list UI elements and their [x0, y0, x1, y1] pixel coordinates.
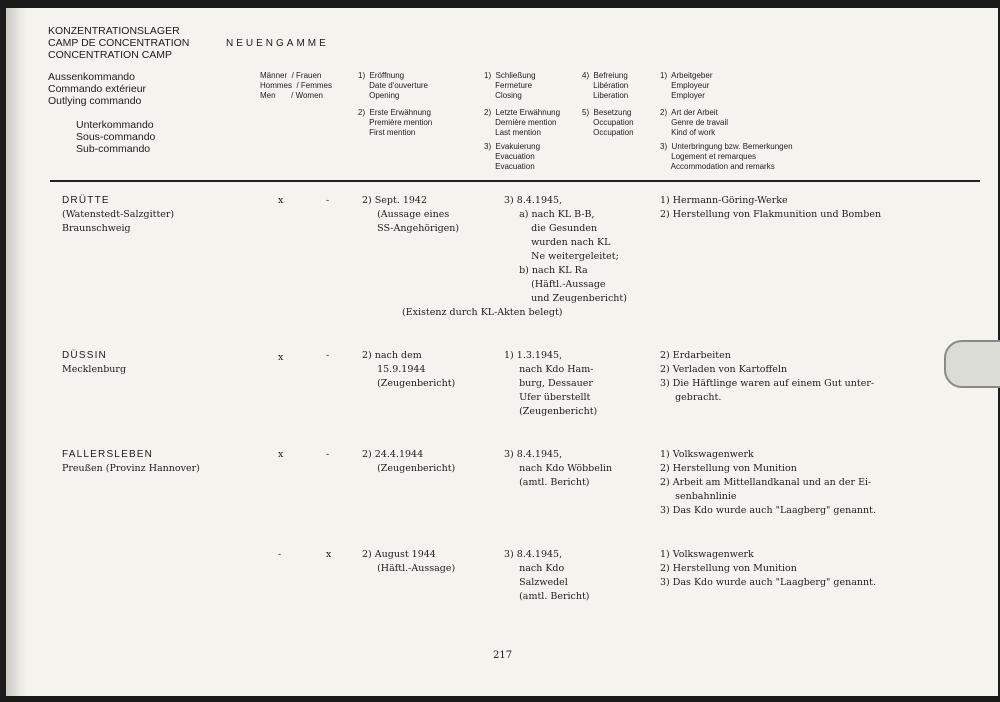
last-mention-header-de: 2) Letzte Erwähnung [484, 108, 561, 117]
first-mention-header-en: First mention [358, 128, 416, 137]
entry-closing: 3) 8.4.1945, a) nach KL B-B, die Gesunden wurden nach KL Ne weitergeleitet; b) nach KL Ra (Häftl.-Aussage und Zeugenbericht) [504, 195, 627, 304]
entry-place: Mecklenburg [62, 364, 127, 375]
entry-women: x [326, 549, 332, 560]
occupation-header-fr: Occupation [582, 118, 634, 127]
unter-label-en: Sub-commando [76, 143, 151, 155]
camp-title-de: KONZENTRATIONSLAGER [48, 25, 180, 37]
entry-men: x [278, 195, 284, 206]
employer-header-fr: Employeur [660, 81, 710, 90]
last-mention-header-fr: Dernière mention [484, 118, 557, 127]
entry-men: x [278, 449, 284, 460]
closing-header-en: Closing [484, 91, 522, 100]
accommodation-header-en: Accommodation and remarks [660, 162, 775, 171]
employer-header-de: 1) Arbeitgeber [660, 71, 713, 80]
closing-header-de: 1) Schließung [484, 71, 536, 80]
occupation-header-en: Occupation [582, 128, 634, 137]
liberation-header-en: Liberation [582, 91, 629, 100]
employer-header-en: Employer [660, 91, 705, 100]
entry-name: DRÜTTE [62, 195, 110, 206]
entry-work: 1) Volkswagenwerk 2) Herstellung von Munition 2) Arbeit am Mittellandkanal und an der Ei- senbahnlinie 3) Das Kdo wurde auch "Laagberg" genannt. [660, 449, 876, 516]
entry-closing: 3) 8.4.1945, nach Kdo Salzwedel (amtl. Bericht) [504, 549, 590, 602]
aussen-label-de: Aussenkommando [48, 71, 135, 83]
entry-opening: 2) Sept. 1942 (Aussage eines SS-Angehörigen) [362, 195, 460, 234]
entry-men: - [278, 549, 282, 560]
aussen-label-en: Outlying commando [48, 95, 142, 107]
bleed-through [806, 24, 966, 64]
occupation-header-de: 5) Besetzung [582, 108, 632, 117]
camp-name: NEUENGAMME [226, 38, 329, 49]
page-tab-marker [944, 340, 1000, 388]
liberation-header-fr: Libération [582, 81, 629, 90]
book-spine [6, 8, 28, 696]
work-kind-header-en: Kind of work [660, 128, 716, 137]
page-number: 217 [493, 650, 513, 661]
entry-place: (Watenstedt-Salzgitter) Braunschweig [62, 209, 175, 234]
accommodation-header-fr: Logement et remarques [660, 152, 757, 161]
aussen-label-fr: Commando extérieur [48, 83, 147, 95]
unter-label-fr: Sous-commando [76, 131, 156, 143]
first-mention-header-de: 2) Erste Erwähnung [358, 108, 431, 117]
entry-place: Preußen (Provinz Hannover) [62, 463, 200, 474]
entry-opening: 2) 24.4.1944 (Zeugenbericht) [362, 449, 456, 474]
opening-header-en: Opening [358, 91, 400, 100]
work-kind-header-de: 2) Art der Arbeit [660, 108, 718, 117]
first-mention-header-fr: Première mention [358, 118, 433, 127]
sex-header-de: Männer / Frauen [260, 71, 322, 80]
last-mention-header-en: Last mention [484, 128, 541, 137]
accommodation-header-de: 3) Unterbringung bzw. Bemerkungen [660, 142, 793, 151]
entry-opening: 2) August 1944 (Häftl.-Aussage) [362, 549, 456, 574]
entry-opening: 2) nach dem 15.9.1944 (Zeugenbericht) [362, 350, 456, 389]
camp-title-fr: CAMP DE CONCENTRATION [48, 37, 190, 49]
sex-header-fr: Hommes / Femmes [260, 81, 333, 90]
liberation-header-de: 4) Befreiung [582, 71, 628, 80]
evacuation-header-en: Evacuation [484, 162, 535, 171]
entry-work: 1) Hermann-Göring-Werke 2) Herstellung von Flakmunition und Bomben [660, 195, 882, 220]
unter-label-de: Unterkommando [76, 119, 154, 131]
evacuation-header-fr: Evacuation [484, 152, 535, 161]
book-page [6, 8, 998, 696]
entry-closing: 3) 8.4.1945, nach Kdo Wöbbelin (amtl. Bericht) [504, 449, 613, 488]
entry-men: x [278, 352, 284, 363]
entry-work: 1) Volkswagenwerk 2) Herstellung von Munition 3) Das Kdo wurde auch "Laagberg" genannt. [660, 549, 876, 588]
entry-women: - [326, 350, 330, 361]
entry-women: - [326, 195, 330, 206]
opening-header-fr: Date d'ouverture [358, 81, 429, 90]
sex-header-en: Men / Women [260, 91, 323, 100]
entry-work: 2) Erdarbeiten 2) Verladen von Kartoffeln 3) Die Häftlinge waren auf einem Gut unter- gebracht. [660, 350, 875, 403]
camp-title-en: CONCENTRATION CAMP [48, 49, 173, 61]
header-rule [50, 180, 980, 182]
entry-closing: 1) 1.3.1945, nach Kdo Ham- burg, Dessauer Ufer überstellt (Zeugenbericht) [504, 350, 598, 417]
opening-header-de: 1) Eröffnung [358, 71, 405, 80]
entry-name: FALLERSLEBEN [62, 449, 154, 460]
entry-name: DÜSSIN [62, 350, 107, 361]
evacuation-header-de: 3) Evakuierung [484, 142, 541, 151]
closing-header-fr: Fermeture [484, 81, 533, 90]
entry-women: - [326, 449, 330, 460]
entry-note: (Existenz durch KL-Akten belegt) [402, 307, 563, 318]
work-kind-header-fr: Genre de travail [660, 118, 729, 127]
